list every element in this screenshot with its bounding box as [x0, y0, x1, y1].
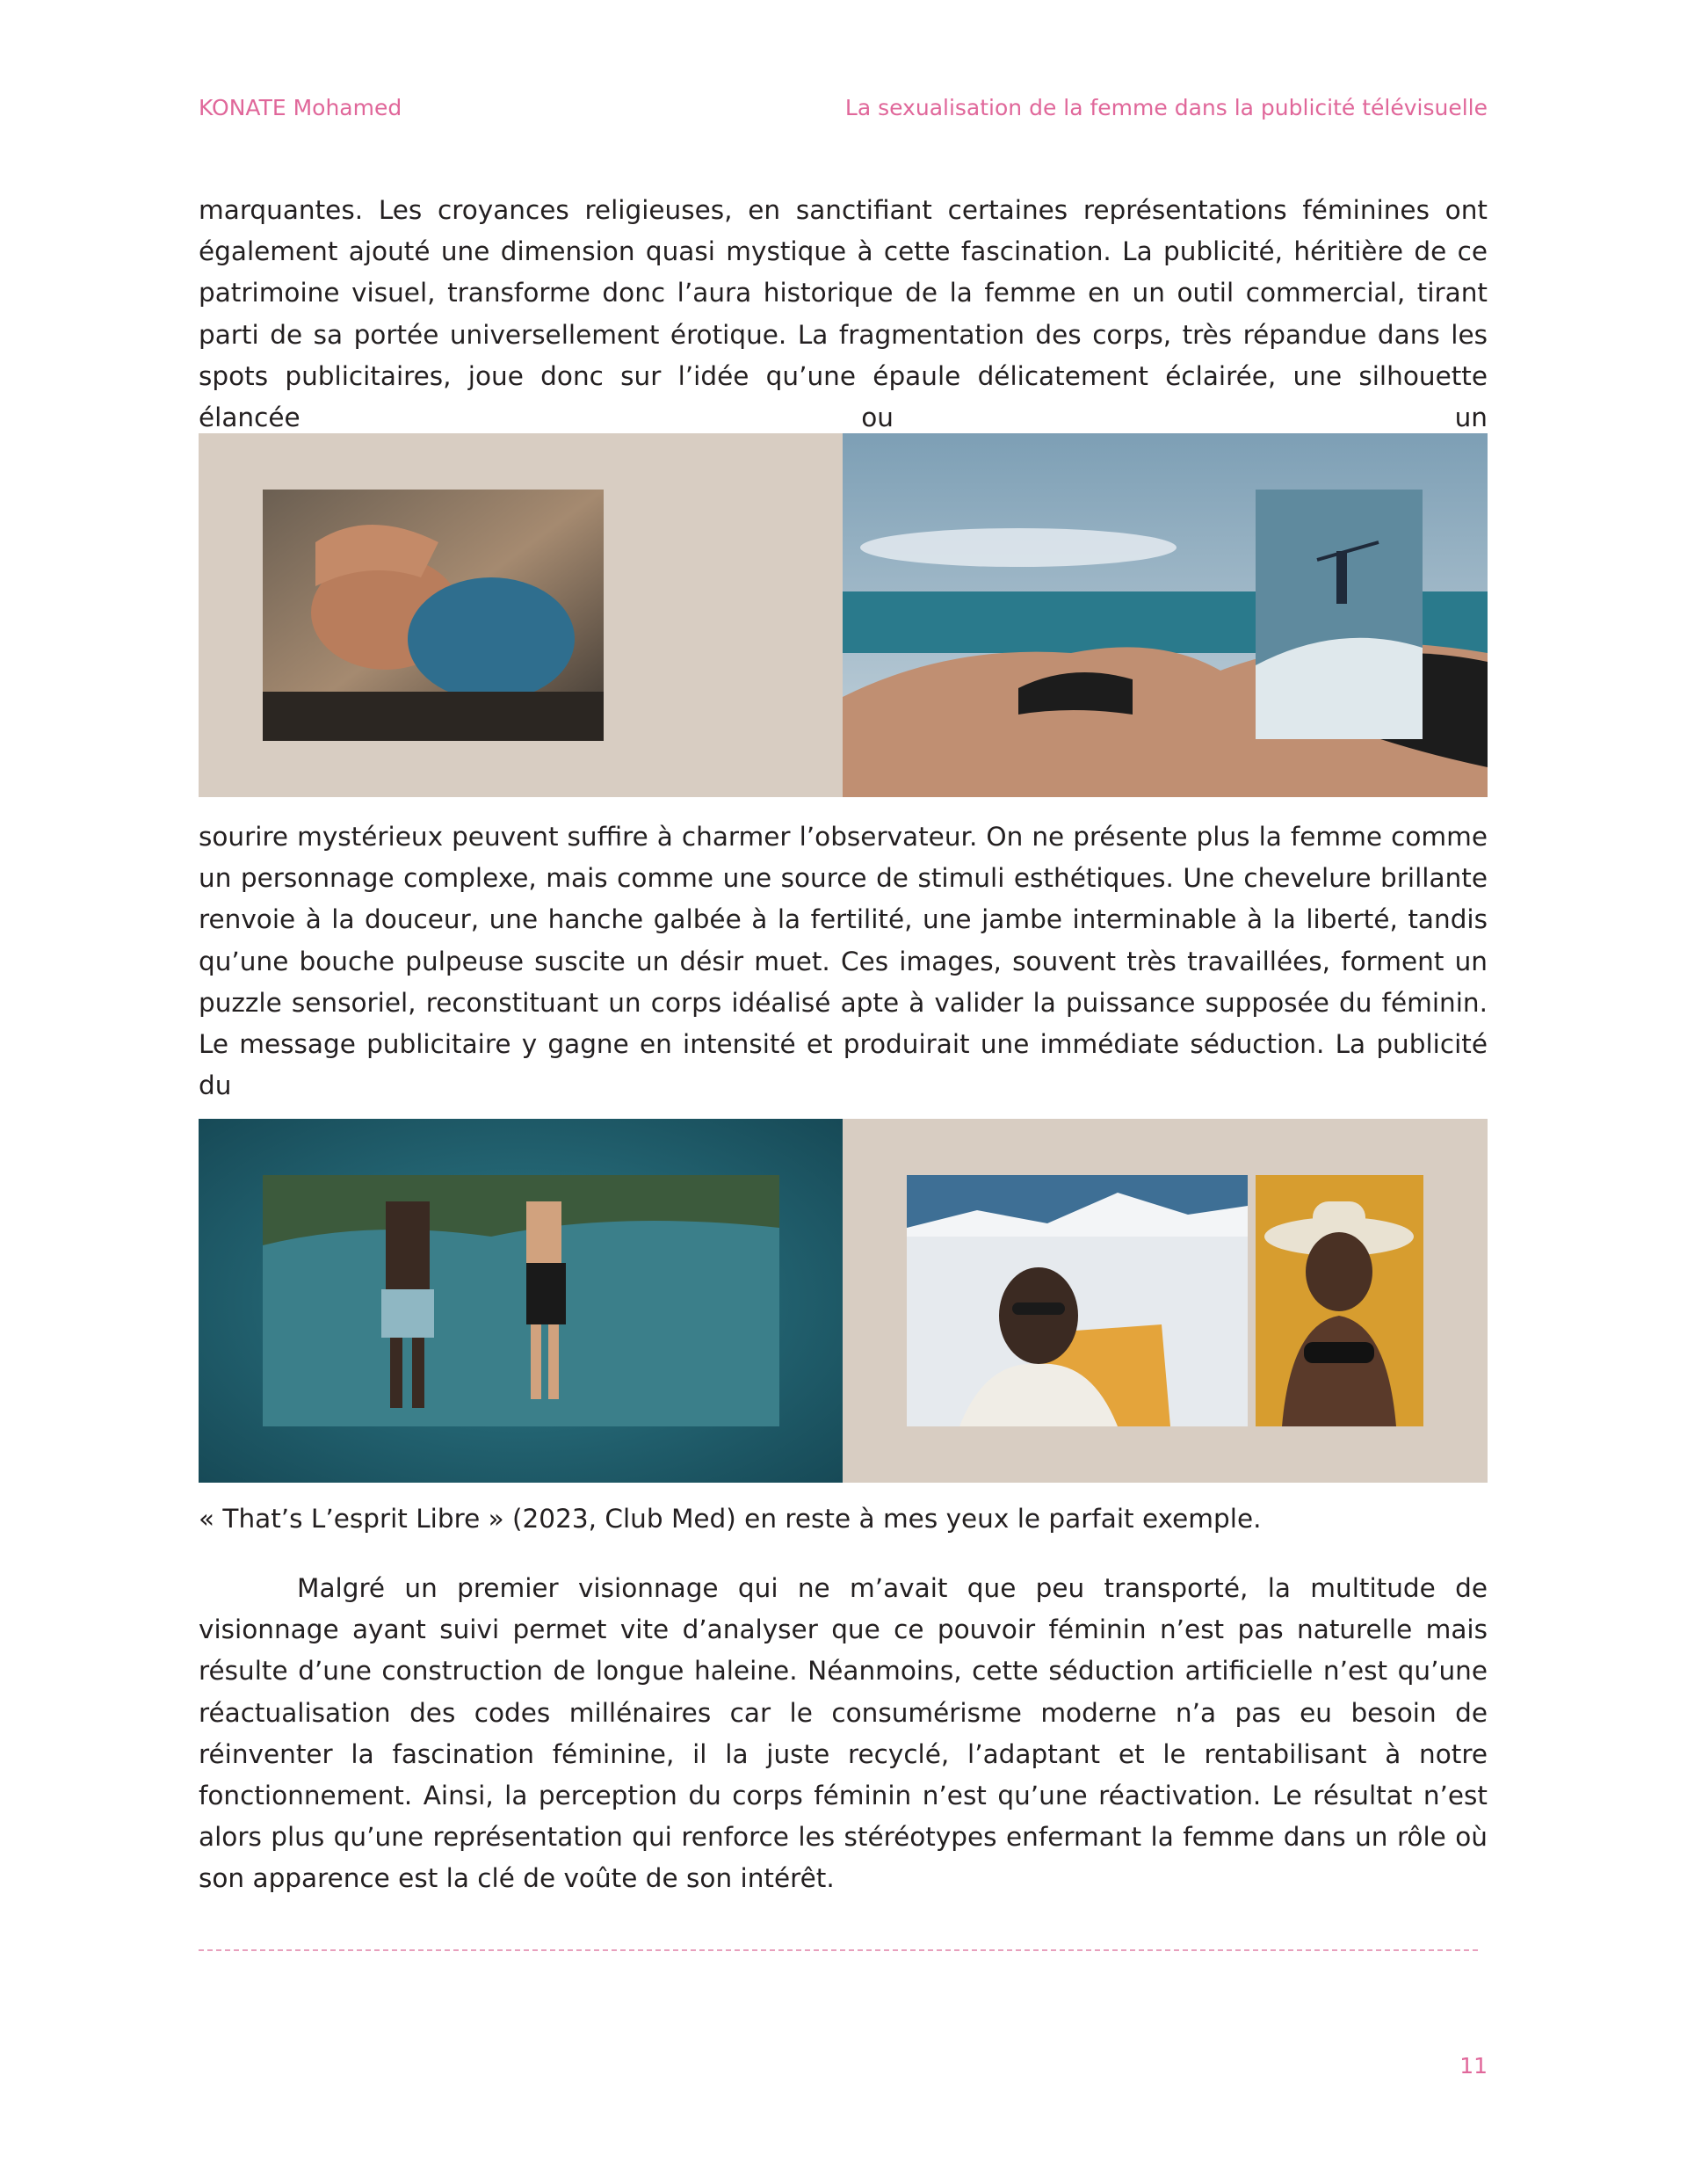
photo-man-ski-slope: [907, 1175, 1248, 1426]
beige-panel: [199, 433, 843, 797]
paragraph-4: Malgré un premier visionnage qui ne m’avait que peu transporté, la multitude de visionnage ayant suivi permet vite d’analyser que ce pouvoir féminin n’est pas naturelle mais résulte d’une construction de longue haleine. Néanmoins, cette séduction artificielle n’est qu’une réactualisation des codes millénaires car le consumérisme moderne n’a pas eu besoin de réinventer la fascination féminine, il la juste recyclé, l’adaptant et le rentabilisant à notre fonctionnement. Ainsi, la perception du corps féminin n’est qu’une réactivation. Le résultat n’est alors plus qu’une représentation qui renforce les stéréotypes enfermant la femme dans un rôle où son apparence est la clé de voûte de son intérêt.: [199, 1573, 1488, 1894]
photo-beach-woman: [843, 433, 1488, 797]
header-title: La sexualisation de la femme dans la publicité télévisuelle: [844, 95, 1488, 120]
photo-woman-straw-hat: [1256, 1175, 1423, 1426]
figure-collage-2: [199, 1119, 1488, 1483]
photo-skier-on-snow: [1256, 490, 1423, 739]
figure-collage-1: [199, 433, 1488, 797]
paragraph-2: sourire mystérieux peuvent suffire à charmer l’observateur. On ne présente plus la femme comme un personnage complexe, mais comme une source de stimuli esthétiques. Une chevelure brillante renvoie à la douceur, une hanche galbée à la fertilité, une jambe interminable à la liberté, tandis qu’une bouche pulpeuse suscite un désir muet. Ces images, souvent très travaillées, forment un puzzle sensoriel, reconstituant un corps idéalisé apte à valider la puissance supposée du féminin. Le message publicitaire y gagne en intensité et produirait une immédiate séduction. La publicité du: [199, 822, 1488, 1101]
beige-panel-right: [843, 1119, 1488, 1483]
photo-couple-jumping: [263, 1175, 779, 1426]
page-number: 11: [1459, 2053, 1488, 2079]
dashed-divider: [199, 1949, 1478, 1951]
photo-woman-sunbathing: [263, 490, 604, 741]
paragraph-1: marquantes. Les croyances religieuses, en sanctifiant certaines représentations féminines ont également ajouté une dimension quasi mystique à cette fascination. La publicité, héritière de ce patrimoine visuel, transforme donc l’aura historique de la femme en un outil commercial, tirant parti de sa portée universellement érotique. La fragmentation des corps, très répandue dans les spots publicitaires, joue donc sur l’idée qu’une épaule délicatement éclairée, une silhouette élancée ou un: [199, 195, 1488, 433]
header-author: KONATE Mohamed: [199, 95, 402, 120]
sea-panel: [199, 1119, 843, 1483]
paragraph-3: « That’s L’esprit Libre » (2023, Club Med) en reste à mes yeux le parfait exemple.: [199, 1504, 1262, 1534]
